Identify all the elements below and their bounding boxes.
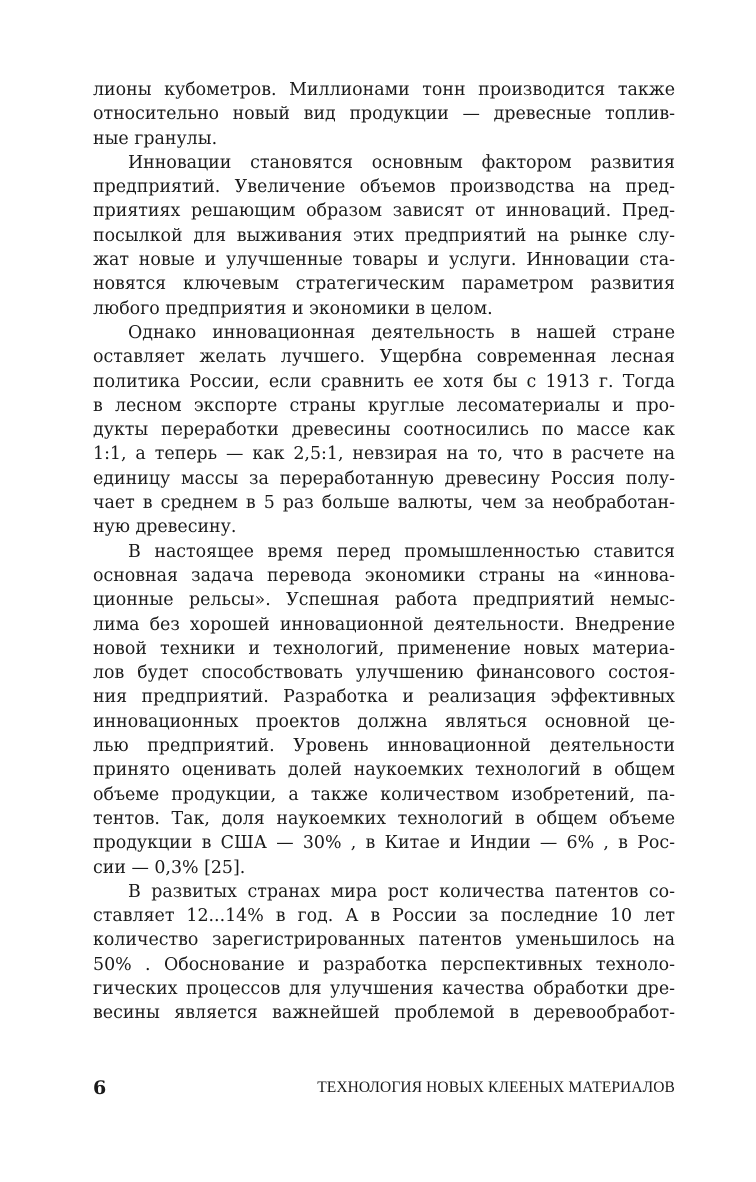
text-line: новой техники и технологий, применение новых материа- [93,638,675,659]
text-line: относительно новый вид продукции — древесные топлив- [93,104,675,125]
text-line: лионы кубометров. Миллионами тонн производится также [93,80,675,100]
text-line: В настоящее время перед промышленностью ставится [128,541,675,562]
page-footer [93,1076,675,1100]
text-line: сии — 0,3% [25]. [93,857,246,878]
text-line: единицу массы за переработанную древесину Россия полу- [93,468,675,489]
text-line: принято оценивать долей наукоемких технологий в общем [93,760,675,781]
text-line: приятиях решающим образом зависят от инноваций. Пред- [93,201,675,222]
text-line: чает в среднем в 5 раз больше валюты, чем за необработан- [93,493,675,514]
text-line: дукты переработки древесины соотносились по массе как [93,420,675,441]
text-line: ционные рельсы». Успешная работа предприятий немыс- [93,590,675,611]
text-line: весины является важнейшей проблемой в деревообработ- [93,1003,675,1024]
text-line: посылкой для выживания этих предприятий на рынке слу- [93,225,675,246]
text-line: лов будет способствовать улучшению финансового состоя- [93,663,675,684]
text-line: лима без хорошей инновационной деятельности. Внедрение [93,614,675,635]
text-line: ные гранулы. [93,128,218,149]
text-line: в лесном экспорте страны круглые лесоматериалы и про- [93,395,675,416]
text-line: политика России, если сравнить ее хотя бы с 1913 г. Тогда [93,371,675,392]
text-line: гических процессов для улучшения качества обработки дре- [93,978,675,999]
text-line: ную древесину. [93,517,237,538]
text-line: ставляет 12...14% в год. А в России за последние 10 лет [93,906,675,927]
running-title: ТЕХНОЛОГИЯ НОВЫХ КЛЕЕНЫХ МАТЕРИАЛОВ [317,1079,675,1096]
text-line: инновационных проектов должна являться основной це- [93,711,675,732]
page-body-text [93,78,675,1026]
text-line: лью предприятий. Уровень инновационной деятельности [93,736,675,757]
text-line: В развитых странах мира рост количества патентов со- [128,881,675,902]
text-line: тентов. Так, доля наукоемких технологий в общем объеме [93,808,675,829]
text-line: Инновации становятся основным фактором развития [128,152,675,173]
text-line: оставляет желать лучшего. Ущербна современная лесная [93,347,675,368]
text-line: продукции в США — 30% , в Китае и Индии — 6% , в Рос- [93,833,675,854]
page-number: 6 [93,1077,107,1099]
text-line: объеме продукции, а также количеством изобретений, па- [93,784,675,805]
text-line: Однако инновационная деятельность в нашей стране [128,322,675,343]
text-line: новятся ключевым стратегическим параметром развития [93,274,675,295]
text-line: жат новые и улучшенные товары и услуги. Инновации ста- [93,250,675,271]
text-line: ния предприятий. Разработка и реализация эффективных [93,687,675,708]
text-line: любого предприятия и экономики в целом. [93,298,493,319]
text-line: основная задача перевода экономики страны на «иннова- [93,565,675,586]
text-line: 50% . Обоснование и разработка перспективных техноло- [93,954,675,975]
text-line: предприятий. Увеличение объемов производства на пред- [93,177,675,198]
text-line: 1:1, а теперь — как 2,5:1, невзирая на то, что в расчете на [93,444,675,465]
text-line: количество зарегистрированных патентов уменьшилось на [93,930,675,951]
